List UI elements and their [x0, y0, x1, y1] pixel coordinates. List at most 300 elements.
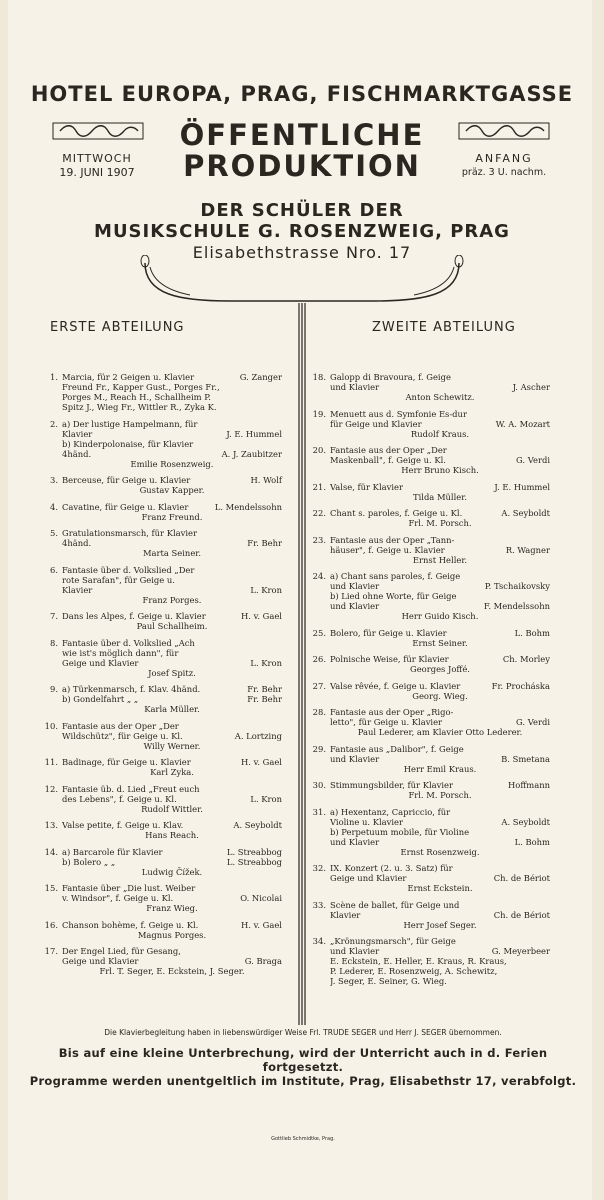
performer: Paul Lederer, am Klavier Otto Lederer. — [357, 727, 523, 737]
performer: Karla Müller. — [144, 704, 200, 714]
start-block — [452, 152, 556, 180]
performer: Georg. Wieg. — [412, 690, 468, 701]
program-item — [42, 757, 282, 777]
item-number: 18. — [312, 372, 326, 382]
composer — [280, 883, 282, 893]
composer — [548, 966, 550, 976]
program-line — [42, 402, 282, 412]
item-number — [42, 439, 62, 449]
performer: Georges Joffé. — [410, 664, 470, 674]
piece-title: b) Gondelfahrt „ „ — [62, 694, 139, 704]
program-line — [310, 910, 550, 920]
composer — [548, 571, 550, 581]
item-number — [42, 538, 62, 548]
section-first-heading: ERSTE ABTEILUNG — [50, 320, 185, 335]
composer: P. Tschaikovsky — [484, 581, 550, 591]
program-item — [42, 528, 282, 558]
composer: J. Ascher — [512, 382, 550, 392]
performer: Josef Spitz. — [148, 667, 196, 678]
performer: Magnus Porges. — [137, 929, 207, 940]
item-number — [42, 857, 62, 867]
program-line — [42, 575, 282, 585]
item-number: 30. — [312, 780, 326, 790]
composer — [548, 535, 550, 545]
composer — [280, 439, 282, 449]
program-line — [42, 893, 282, 903]
piece-title: Galopp di Bravoura, f. Geige — [330, 372, 451, 382]
school-line-1: DER SCHÜLER DER — [200, 200, 404, 221]
school-line-2: MUSIKSCHULE G. ROSENZWEIG, PRAG — [94, 221, 510, 242]
program-line — [310, 681, 550, 691]
start-label: ANFANG — [475, 152, 533, 165]
composer: H. v. Gael — [240, 919, 282, 930]
composer — [280, 402, 282, 412]
program-item — [310, 936, 550, 986]
piece-title: Fantasie aus der Oper „Der — [62, 720, 179, 731]
composer — [548, 976, 550, 986]
program-item — [310, 409, 550, 439]
program-list-second — [310, 372, 550, 993]
program-line — [310, 807, 550, 817]
composer — [548, 936, 550, 946]
piece-title: Marcia, für 2 Geigen u. Klavier — [62, 372, 195, 382]
piece-title: a) Der lustige Hampelmann, für — [62, 418, 198, 429]
program-line — [310, 545, 550, 555]
program-line — [310, 445, 550, 455]
composer — [548, 900, 550, 910]
item-number — [310, 754, 330, 764]
program-line — [42, 946, 282, 956]
performer: Ernst Seiner. — [412, 637, 468, 648]
program-line — [310, 601, 550, 611]
weekday: MITTWOCH — [62, 152, 132, 165]
item-number — [310, 946, 330, 956]
program-line — [42, 721, 282, 731]
composer: L. Mendelssohn — [214, 501, 282, 512]
piece-title: Polnische Weise, für Klavier — [330, 654, 449, 664]
printer-credit: Gottlieb Schmidtke, Prag. — [271, 1136, 335, 1142]
piece-title: Der Engel Lied, für Gesang, — [62, 946, 181, 956]
piece-title: Fantasie üb. d. Lied „Freut euch — [62, 783, 200, 794]
piece-title: Cavatine, für Geige u. Klavier — [62, 501, 189, 512]
piece-title: Maskenball", f. Geige u. Kl. — [330, 455, 446, 465]
program-line — [42, 585, 282, 595]
composer: Fr. Procháska — [491, 680, 550, 691]
composer: Ch. de Bériot — [493, 909, 550, 920]
composer: A. J. Zaubitzer — [221, 448, 282, 459]
performer: Franz Wieg. — [146, 903, 198, 913]
program-item — [42, 847, 282, 877]
item-number — [310, 956, 330, 966]
program-line — [310, 707, 550, 717]
item-number: 5. — [50, 528, 58, 538]
item-number: 9. — [50, 684, 58, 694]
item-number — [310, 910, 330, 920]
piece-title: Scène de ballet, für Geige und — [330, 899, 460, 910]
performer: Ludwig Čížek. — [141, 866, 203, 877]
program-line — [310, 419, 550, 429]
item-number: 24. — [312, 571, 326, 581]
item-number: 1. — [50, 372, 58, 382]
piece-title: a) Hexentanz, Capriccio, für — [330, 806, 451, 817]
program-line — [310, 744, 550, 754]
program-line — [310, 455, 550, 465]
composer — [280, 638, 282, 648]
performer: Tilda Müller. — [413, 491, 467, 502]
program-line — [42, 565, 282, 575]
piece-title: Berceuse, für Geige u. Klavier — [62, 475, 191, 485]
program-line — [310, 837, 550, 847]
piece-title: b) Bolero „ „ — [62, 856, 116, 867]
program-line — [42, 847, 282, 857]
performer: Willy Werner. — [143, 740, 201, 751]
piece-title: Fantasie aus der Oper „Der — [330, 445, 447, 455]
item-number — [42, 575, 62, 585]
program-item — [42, 684, 282, 714]
composer: A. Seyboldt — [501, 508, 550, 518]
item-number: 4. — [50, 501, 58, 512]
item-number — [310, 601, 330, 611]
performer: Emilie Rosenzweig. — [130, 458, 214, 469]
performer: Anton Schewitz. — [405, 392, 475, 402]
performer: Herr Guido Kisch. — [401, 611, 479, 621]
program-line — [310, 827, 550, 837]
accompaniment-note: Die Klavierbegleitung haben in liebenswürdiger Weise Frl. TRUDE SEGER und Herr J. SEGER übernommen. — [104, 1028, 502, 1037]
item-number: 11. — [44, 757, 58, 767]
program-line — [42, 382, 282, 392]
composer — [548, 372, 550, 382]
composer: L. Kron — [250, 793, 282, 804]
piece-title: v. Windsor", f. Geige u. Kl. — [62, 893, 174, 903]
program-item — [310, 707, 550, 737]
item-number — [310, 873, 330, 883]
program-item — [310, 571, 550, 621]
piece-title: „Krönungsmarsch", für Geige — [330, 936, 456, 946]
composer: Ch. de Bériot — [493, 873, 550, 883]
piece-title: 4händ. — [62, 538, 92, 548]
item-number: 22. — [312, 508, 326, 518]
title-line-1: ÖFFENTLICHE — [179, 118, 425, 152]
item-number: 17. — [44, 946, 58, 956]
item-number — [310, 591, 330, 601]
program-line — [42, 694, 282, 704]
program-line — [42, 784, 282, 794]
item-number — [42, 794, 62, 804]
item-number — [310, 545, 330, 555]
program-line — [310, 936, 550, 946]
piece-title: Valse rêvée, f. Geige u. Klavier — [330, 680, 461, 691]
program-line — [310, 508, 550, 518]
item-number: 21. — [312, 481, 326, 492]
composer: H. v. Gael — [240, 611, 282, 621]
piece-title: E. Eckstein, E. Heller, E. Kraus, R. Kraus, — [330, 956, 507, 966]
program-line — [310, 591, 550, 601]
performer: Franz Freund. — [141, 511, 203, 522]
piece-title: und Klavier — [330, 382, 380, 392]
program-list-first — [42, 372, 282, 983]
composer: F. Mendelssohn — [483, 601, 550, 611]
piece-title: 4händ. — [62, 448, 92, 459]
program-line — [310, 372, 550, 382]
program-item — [310, 780, 550, 800]
program-line — [310, 409, 550, 419]
program-item — [310, 535, 550, 565]
program-line — [42, 684, 282, 694]
piece-title: Fantasie über „Die lust. Weiber — [62, 883, 196, 893]
program-item — [310, 681, 550, 701]
composer — [280, 575, 282, 585]
item-number: 16. — [44, 919, 58, 930]
composer: G. Zanger — [239, 372, 282, 382]
program-item — [42, 611, 282, 631]
item-number: 32. — [312, 863, 326, 873]
performer: Herr Josef Seger. — [403, 919, 477, 930]
composer — [548, 807, 550, 817]
item-number — [310, 817, 330, 827]
program-line — [42, 857, 282, 867]
program-line — [310, 863, 550, 873]
item-number: 13. — [44, 820, 58, 830]
performer: Marta Seiner. — [142, 548, 202, 558]
piece-title: Fantasie aus „Dalibor", f. Geige — [330, 743, 464, 754]
item-number — [310, 827, 330, 837]
piece-title: Wildschütz", für Geige u. Kl. — [62, 730, 183, 741]
piece-title: rote Sarafan", für Geige u. — [62, 574, 175, 585]
composer: A. Seyboldt — [501, 816, 550, 827]
piece-title: Fantasie aus der Oper „Tann- — [330, 534, 455, 545]
composer — [280, 648, 282, 658]
piece-title: P. Lederer, E. Rosenzweig, A. Schewitz, — [330, 966, 498, 976]
composer: H. Wolf — [250, 475, 282, 485]
section-second-heading: ZWEITE ABTEILUNG — [372, 320, 516, 335]
program-line — [310, 976, 550, 986]
composer: B. Smetana — [501, 753, 550, 764]
piece-title: Geige und Klavier — [330, 873, 407, 883]
piece-title: Klavier — [62, 584, 93, 595]
item-number: 33. — [312, 899, 326, 910]
item-number — [42, 585, 62, 595]
piece-title: b) Perpetuum mobile, für Violine — [330, 826, 470, 837]
program-item — [42, 721, 282, 751]
right-ornament-icon — [458, 122, 550, 140]
program-item — [42, 502, 282, 522]
program-item — [310, 900, 550, 930]
item-number: 19. — [312, 408, 326, 419]
composer: H. v. Gael — [240, 757, 282, 767]
composer — [280, 784, 282, 794]
composer — [548, 707, 550, 717]
composer: L. Bohm — [514, 836, 550, 847]
program-item — [42, 372, 282, 412]
program-item — [310, 372, 550, 402]
piece-title: letto", für Geige u. Klavier — [330, 717, 443, 727]
piece-title: Klavier — [330, 909, 361, 920]
item-number — [42, 658, 62, 668]
program-line — [42, 528, 282, 538]
program-line — [310, 571, 550, 581]
program-line — [42, 372, 282, 382]
piece-title: Valse petite, f. Geige u. Klav. — [62, 820, 184, 830]
item-number — [310, 966, 330, 976]
composer: O. Nicolai — [240, 893, 282, 903]
program-line — [42, 757, 282, 767]
program-line — [310, 654, 550, 664]
program-line — [42, 439, 282, 449]
performer: Frl. M. Porsch. — [408, 790, 472, 800]
program-line — [42, 611, 282, 621]
piece-title: und Klavier — [330, 601, 380, 611]
program-line — [310, 780, 550, 790]
item-number — [42, 648, 62, 658]
item-number: 25. — [312, 627, 326, 638]
venue-header: HOTEL EUROPA, PRAG, FISCHMARKTGASSE — [30, 82, 574, 106]
composer: J. E. Hummel — [226, 428, 282, 439]
composer — [548, 827, 550, 837]
item-number — [42, 382, 62, 392]
piece-title: Fantasie über d. Volkslied „Der — [62, 564, 195, 575]
program-item — [310, 445, 550, 475]
piece-title: des Lebens", f. Geige u. Kl. — [62, 793, 177, 804]
event-date: 19. JUNI 1907 — [59, 166, 135, 179]
composer: Fr. Behr — [247, 684, 282, 694]
piece-title: für Geige und Klavier — [330, 418, 422, 429]
program-item — [42, 920, 282, 940]
program-line — [42, 658, 282, 668]
main-title — [160, 120, 444, 182]
piece-title: Stimmungsbilder, für Klavier — [330, 780, 454, 790]
composer — [280, 528, 282, 538]
composer: Hoffmann — [507, 780, 550, 790]
program-line — [310, 717, 550, 727]
program-line — [42, 449, 282, 459]
program-line — [42, 392, 282, 402]
program-item — [310, 744, 550, 774]
item-number — [310, 837, 330, 847]
program-line — [310, 482, 550, 492]
composer: L. Streabbog — [226, 846, 282, 857]
performer: Herr Bruno Kisch. — [401, 465, 479, 475]
program-line — [310, 754, 550, 764]
item-number — [310, 455, 330, 465]
program-line — [310, 900, 550, 910]
composer: Fr. Behr — [247, 538, 282, 548]
item-number — [42, 694, 62, 704]
notice-line-1: Bis auf eine kleine Unterbrechung, wird der Unterricht auch in d. Ferien fortgesetzt. — [58, 1046, 548, 1074]
composer: G. Verdi — [516, 455, 550, 465]
program-line — [42, 502, 282, 512]
composer: R. Wagner — [505, 544, 550, 555]
composer: Ch. Morley — [502, 654, 550, 664]
program-line — [310, 946, 550, 956]
composer: L. Kron — [250, 657, 282, 668]
piece-title: a) Türkenmarsch, f. Klav. 4händ. — [62, 684, 201, 694]
program-item — [42, 784, 282, 814]
item-number: 10. — [44, 720, 58, 731]
program-line — [42, 638, 282, 648]
program-line — [310, 873, 550, 883]
composer — [548, 956, 550, 966]
left-ornament-icon — [52, 122, 144, 140]
notice-block — [28, 1046, 578, 1088]
item-number — [42, 449, 62, 459]
item-number: 7. — [50, 611, 58, 621]
piece-title: Valse, für Klavier — [330, 481, 403, 492]
program-item — [42, 638, 282, 678]
composer — [280, 721, 282, 731]
item-number: 28. — [312, 707, 326, 717]
program-line — [310, 817, 550, 827]
program-line — [42, 429, 282, 439]
piece-title: häuser", f. Geige u. Klavier — [330, 544, 445, 555]
notice-line-2: Programme werden unentgeltlich im Institute, Prag, Elisabethstr 17, verabfolgt. — [29, 1074, 577, 1088]
piece-title: Menuett aus d. Symfonie Es-dur — [330, 408, 467, 419]
piece-title: b) Kinderpolonaise, für Klavier — [62, 438, 194, 449]
performer: Frl. T. Seger, E. Eckstein, J. Seger. — [99, 966, 245, 976]
start-time: präz. 3 U. nachm. — [461, 167, 547, 178]
item-number: 2. — [50, 418, 58, 429]
item-number: 26. — [312, 654, 326, 664]
item-number: 6. — [50, 564, 58, 575]
composer: Fr. Behr — [247, 694, 282, 704]
piece-title: Gratulationsmarsch, für Klavier — [62, 528, 197, 538]
piece-title: und Klavier — [330, 946, 380, 956]
composer — [548, 863, 550, 873]
piece-title: Fantasie über d. Volkslied „Ach — [62, 637, 195, 648]
composer — [280, 382, 282, 392]
composer: L. Streabbog — [226, 856, 282, 867]
program-line — [310, 956, 550, 966]
piece-title: J. Seger, E. Seiner, G. Wieg. — [330, 976, 447, 986]
program-item — [42, 475, 282, 495]
program-line — [42, 820, 282, 830]
item-number: 15. — [44, 883, 58, 893]
performer: Herr Emil Kraus. — [403, 763, 477, 774]
item-number — [310, 717, 330, 727]
performer: Ernst Rosenzweig. — [400, 846, 480, 857]
program-line — [42, 648, 282, 658]
program-line — [310, 382, 550, 392]
school-address: Elisabethstrasse Nro. 17 — [192, 243, 412, 262]
composer: A. Seyboldt — [233, 820, 282, 830]
performer: Hans Reach. — [145, 830, 199, 840]
program-line — [42, 956, 282, 966]
item-number: 29. — [312, 743, 326, 754]
program-line — [42, 883, 282, 893]
piece-title: und Klavier — [330, 836, 380, 847]
item-number — [42, 893, 62, 903]
title-line-2: PRODUKTION — [183, 149, 421, 183]
composer — [548, 445, 550, 455]
composer: L. Bohm — [514, 627, 550, 638]
piece-title: Spitz J., Wieg Fr., Wittler R., Zyka K. — [62, 402, 217, 412]
piece-title: Porges M., Reach H., Schallheim P. — [62, 392, 211, 402]
item-number: 27. — [312, 680, 326, 691]
program-line — [310, 628, 550, 638]
performer: Frl. M. Porsch. — [408, 518, 472, 528]
performer: Ernst Eckstein. — [407, 883, 473, 893]
piece-title: Dans les Alpes, f. Geige u. Klavier — [62, 611, 206, 621]
composer: J. E. Hummel — [494, 481, 550, 492]
piece-title: IX. Konzert (2. u. 3. Satz) für — [330, 863, 453, 873]
program-line — [42, 920, 282, 930]
item-number — [42, 402, 62, 412]
piece-title: Chant s. paroles, f. Geige u. Kl. — [330, 508, 463, 518]
piece-title: Bolero, für Geige u. Klavier — [330, 627, 447, 638]
program-item — [310, 482, 550, 502]
item-number: 14. — [44, 846, 58, 857]
program-item — [42, 883, 282, 913]
composer: A. Lortzing — [234, 730, 282, 741]
